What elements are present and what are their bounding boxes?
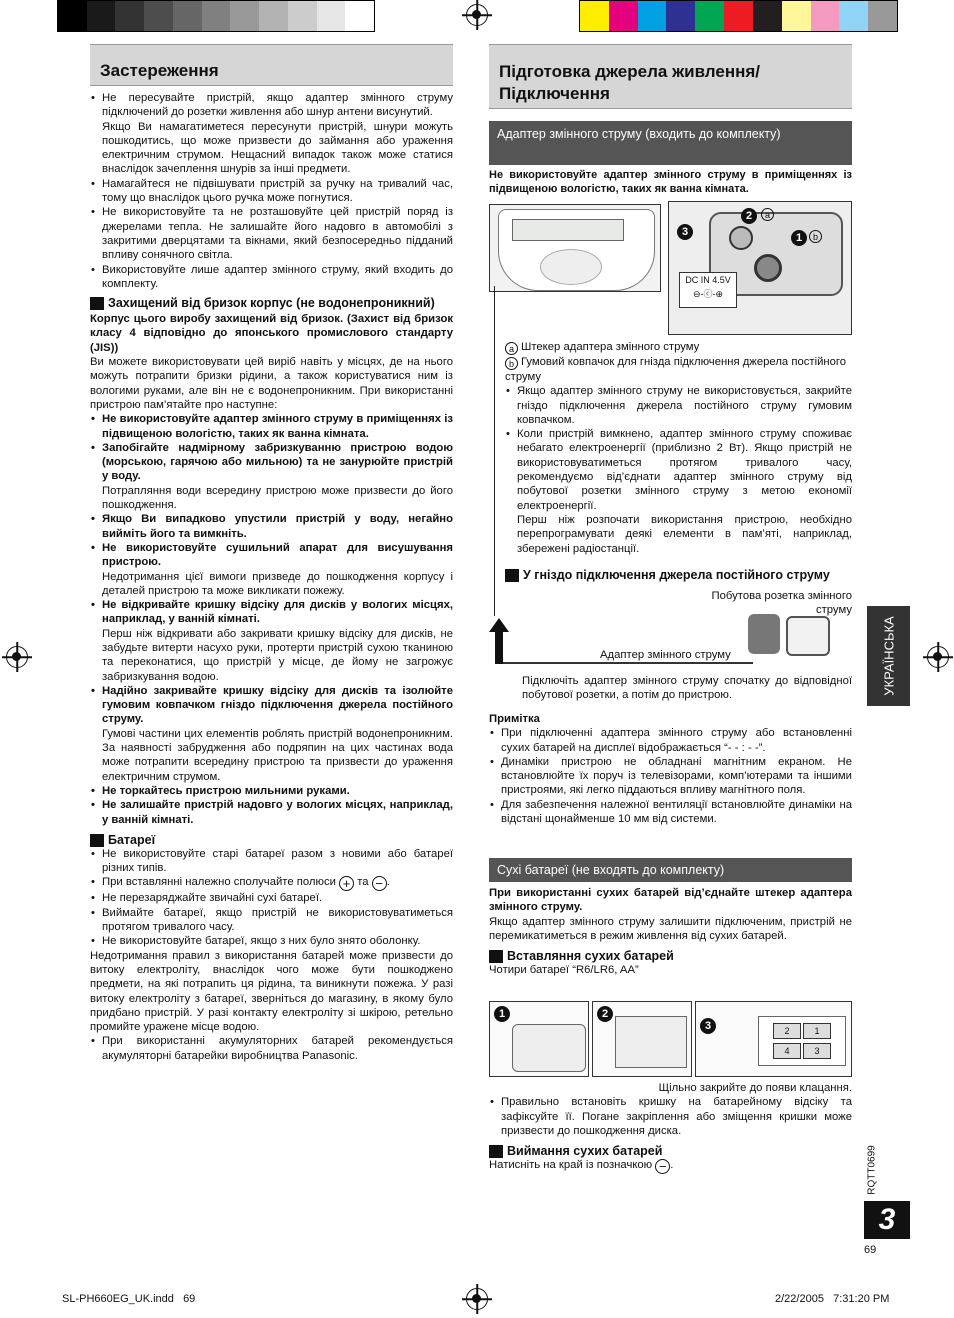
slot-label: 3 [814,1046,820,1056]
list-item: • Якщо адаптер змінного струму не використовується, закрийте гніздо підключення джерела постійного струму гумовим ковпачком. [505,384,852,427]
plug [729,226,753,250]
remove-text: Натисніть на край із позначкою [489,1159,653,1172]
gray-swatch [259,1,288,31]
slot-label: 1 [814,1026,820,1036]
insert-sub: Чотири батареї “R6/LR6, AA” [489,964,639,977]
cable-line [494,286,495,616]
list-item: • Якщо Ви випадково упустили пристрій у воду, негайно вийміть його та вимкніть. [90,512,453,541]
list-item: • Не використовуйте старі батареї разом з новими або батареї різних типів. [90,847,453,876]
dry-battery-heading [489,858,852,882]
language-tab [867,606,910,706]
list-item: Якщо Ви намагатиметеся пересунути пристрій, шнури можуть пошкодитись, що може призвести до займання або ураження електричним струмом. Нещасний випадок також може статися внаслідок зачеплення шнурів за інші предмети. [102,120,453,176]
cable-bottom [503,662,753,664]
note-title: Примітка [489,713,540,725]
batteries-text: Недотримання правил з використання батарей може призвести до витоку електроліту, внаслідок чого може бути пошкоджено предмети, на які потрапить ця рідина, та виникнути пожежа. У разі витоку електроліту з батареї, зверніться до магазину, в якому було придбано пристрій. У разі контакту електроліту зі шкірою, ретельно промийте уражене місце водою. [90,949,453,1034]
and-text: та [357,876,369,889]
compartment-shape [615,1016,687,1068]
step-number: 3 [677,224,693,240]
step-number: 2 [741,208,757,224]
section-title-line1: Підготовка джерела живлення/ [499,62,761,81]
section-title-line2: Підключення [499,84,610,103]
color-swatch [638,1,667,31]
color-swatch [724,1,753,31]
battery-figure-2 [592,1001,692,1077]
list-item: • Виймайте батареї, якщо пристрій не використовуватиметься протягом тривалого часу. [90,906,453,935]
label-a-icon: a [505,342,518,355]
slot-label: 4 [784,1046,790,1056]
doc-code-text: RQTT0699 [866,1145,878,1195]
page-number-box [864,1201,910,1239]
arrow-shaft [495,630,503,664]
color-swatch [695,1,724,31]
list-item: • Коли пристрій вимкнено, адаптер змінного струму споживає небагато електроенергії (приблизно 2 Вт). Якщо пристрій не використовуватиметься протягом тривалого часу, рекомендуємо від’єднати адаптер змінного струму від побутової розетки змінного струму з метою економії електроенергії. [505,427,852,513]
battery-slot [803,1023,831,1039]
battery-slot [773,1023,801,1039]
label-b-icon: b [809,230,822,243]
gray-swatch [115,1,144,31]
unit-display [512,219,624,241]
list-item: • Використовуйте лише адаптер змінного струму, який входить до комплекту. [90,263,453,292]
label-a-icon: a [761,208,774,221]
splash-heading: Захищений від бризок корпус (не водонепроникний) [90,296,453,310]
step-number: 1 [791,230,807,246]
remove-line: Натисніть на край із позначкою − . [489,1159,674,1175]
list-item: • Надійно закривайте кришку відсіку для дисків та ізолюйте гумовим ковпачком гніздо підключення джерела постійного струму. [90,684,453,727]
unit-speaker [540,249,602,285]
adapter-label: Адаптер змінного струму [600,649,731,661]
battery-figure-1 [489,1001,589,1077]
gray-swatch [202,1,231,31]
list-item: • Не використовуйте батареї, якщо з них було знято оболонку. [90,934,453,948]
color-swatch [753,1,782,31]
registration-mark-right [927,646,949,668]
list-item: • Не торкайтесь пристрою мильними руками. [90,784,453,798]
batteries-heading: Батареї [90,833,453,847]
unit-illustration [489,204,661,292]
gray-swatch [230,1,259,31]
gray-calibration-strip [57,0,375,32]
list-item-detail: Гумові частини цих елементів роблять пристрій водонепроникним. За наявності забрудження або подряпин на цих частинах вода може потрапити всередину пристрою та призвести до ураження електричним струмом. [102,727,453,783]
splash-text: Ви можете використовувати цей виріб навіть у місцях, де на нього можуть потрапити бризки рідини, а також користуватися ним із вологими руками, але він не є водонепроникним. При використанні пристрою пам’ятайте про наступне: [90,356,453,411]
unit-shape [512,1024,586,1072]
insert-heading: Вставляння сухих батарей [489,949,852,963]
minus-icon: − [372,876,387,891]
dry-bold: При використанні сухих батарей від’єднайте штекер адаптера змінного струму. [489,887,852,914]
list-item: • При використанні акумуляторних батарей рекомендується акумуляторні батарейки виробництва Panasonic. [90,1034,453,1063]
power-column [505,340,852,582]
gray-swatch [345,1,374,31]
precautions-column [90,91,453,1063]
dry-battery-block [489,886,852,977]
list-item: • Не відкривайте кришку відсіку для дисків у вологих місцях, наприклад, у ванній кімнаті. [90,598,453,627]
list-item: • Динаміки пристрою не обладнані магнітним екраном. Не встановлюйте їх поруч із телевізорами, комп’ютерами та іншими пристроями, які легко піддаються впливу магнітного поля. [489,755,852,798]
step-number: 3 [700,1018,716,1034]
footer-right: 2/22/2005 7:31:20 PM [775,1293,890,1305]
list-item: • Для забезпечення належної вентиляції встановлюйте динаміки на відстані щонайменше 10 мм від системи. [489,798,852,827]
remove-heading: Виймання сухих батарей [489,1144,852,1158]
registration-mark-bottom [466,1288,488,1310]
battery-close-block [489,1081,852,1174]
list-item: • Не пересувайте пристрій, якщо адаптер змінного струму підключений до розетки живлення або шнур антени висунутий. [90,91,453,120]
color-calibration-strip [579,0,898,32]
color-swatch [782,1,811,31]
socket-label: Побутова розетка змінного струму [711,590,852,617]
color-swatch [839,1,868,31]
battery-slot [803,1043,831,1059]
section-title-precautions [90,44,453,86]
page-no: 69 [864,1244,877,1256]
list-item: • Намагайтеся не підвішувати пристрій за ручку на тривалий час, тому що внаслідок цього ручка може погнутися. [90,177,453,206]
list-item: • Не використовуйте адаптер змінного струму в приміщеннях із підвищеною вологістю, таких як ванна кімната. [90,412,453,441]
gray-swatch [317,1,346,31]
label-b-icon: b [505,357,518,370]
splash-list [90,412,453,827]
doc-code [860,1140,884,1200]
list-item-detail: Недотримання цієї вимоги призведе до пошкодження корпусу і деталей пристрою та може викликати пожежу. [102,570,453,597]
connect-text: Підключіть адаптер змінного струму спочатку до відповідної побутової розетки, а потім до пристрою. [522,675,852,702]
list-item: • При вставлянні належно сполучайте полюси + та − . [90,875,453,891]
wall-socket-icon [786,616,830,656]
slot-label: 2 [784,1026,790,1036]
batteries-list [90,847,453,949]
battery-diagram [758,1016,846,1066]
list-item: • Правильно встановіть кришку на батарейному відсіку та зафіксуйте її. Погане закріплення або зміщення кришки може призвести до пошкодження диска. [489,1095,852,1138]
notes-block [489,712,852,826]
step-number: 2 [597,1006,613,1022]
gray-swatch [173,1,202,31]
notes-extra: Перш ніж розпочати використання пристрою, необхідно перепрограмувати деякі елементи в пам’яті, наприклад, збережені радіостанції. [517,513,852,555]
registration-mark-left [6,646,28,668]
list-item: • Не залишайте пристрій надовго у вологих місцях, наприклад, у ванній кімнаті. [90,798,453,827]
list-item: • Запобігайте надмірному забризкуванню пристрою водою (морською, гарячою або мильною) та не занурюйте пристрій у воду. [90,441,453,484]
step-number: 1 [494,1006,510,1022]
ac-adapter-heading-text: Адаптер змінного струму (входить до комплекту) [497,127,781,141]
list-item-detail: Перш ніж відкривати або закривати кришку відсіку для дисків, не забудьте витерти насухо руки, протерти пристрій сухою тканиною та переконатися, що пристрій у місце, де йому не загрожує забризкування водою. [102,627,453,683]
footer-left: SL-PH660EG_UK.indd 69 [62,1293,196,1305]
legend-b-text: Гумовий ковпачок для гнізда підключення джерела постійного струму [505,356,847,383]
dry-text: Якщо адаптер змінного струму залишити підключеним, пристрій не перемикатиметься в режим живлення від сухих батарей. [489,915,852,942]
color-swatch [868,1,897,31]
color-swatch [811,1,840,31]
color-swatch [666,1,695,31]
click-text: Щільно закрийте до появи клацання. [658,1082,852,1094]
adapter-notes [505,384,852,556]
list-item: • При підключенні адаптера змінного струму або встановленні сухих батарей на дисплеї відображається “- - : - -”. [489,726,852,755]
section-title-text: Застереження [100,61,219,80]
jack-hole [754,254,782,282]
page-number: 3 [878,1203,896,1236]
legend-a-text: Штекер адаптера змінного струму [521,341,700,353]
list-item: • Не перезаряджайте звичайні сухі батареї. [90,891,453,905]
legend-b [505,355,852,384]
polarity-icon: ⊖-ⓒ-⊕ [692,289,724,299]
dc-jack-closeup [668,201,852,335]
minus-icon: − [655,1159,670,1174]
list-item: • Не використовуйте сушильний апарат для висушування пристрою. [90,541,453,570]
battery-slot [773,1043,801,1059]
list-item-detail: Потрапляння води всередину пристрою може призвести до його пошкодження. [102,484,453,512]
splash-bold-text: Корпус цього виробу захищений від бризок. (Захист від бризок класу 4 відповідно до японського промислового стандарту (JIS)) [90,313,453,354]
dry-battery-heading-text: Сухі батареї (не входять до комплекту) [497,863,725,877]
gray-swatch [144,1,173,31]
list-item-text: При вставлянні належно сполучайте полюси [102,876,336,889]
color-swatch [609,1,638,31]
language-tab-text: УКРАЇНСЬКА [881,616,896,696]
list-item: • Не використовуйте та не розташовуйте цей пристрій поряд із джерелами тепла. Не залишайте його надовго в автомобілі з закритими дверцятами та вікнами, який безпосередньо підданий впливу сонячного світла. [90,205,453,262]
ac-adapter-heading [489,121,852,165]
gray-swatch [87,1,116,31]
ac-warning: Не використовуйте адаптер змінного струму в приміщеннях із підвищеною вологістю, таких як ванна кімната. [489,169,852,196]
section-title-power [489,44,852,109]
gray-swatch [58,1,87,31]
legend-a [505,340,852,355]
dc-in-label [679,272,737,308]
battery-figure-3 [695,1001,852,1077]
color-swatch [580,1,609,31]
plus-icon: + [339,876,354,891]
adapter-plug-icon [748,614,780,654]
intro-list [90,91,453,291]
dc-heading: У гніздо підключення джерела постійного струму [505,568,852,582]
registration-mark-top [466,4,488,26]
gray-swatch [288,1,317,31]
dc-in-text: DC IN 4.5V [685,275,731,285]
